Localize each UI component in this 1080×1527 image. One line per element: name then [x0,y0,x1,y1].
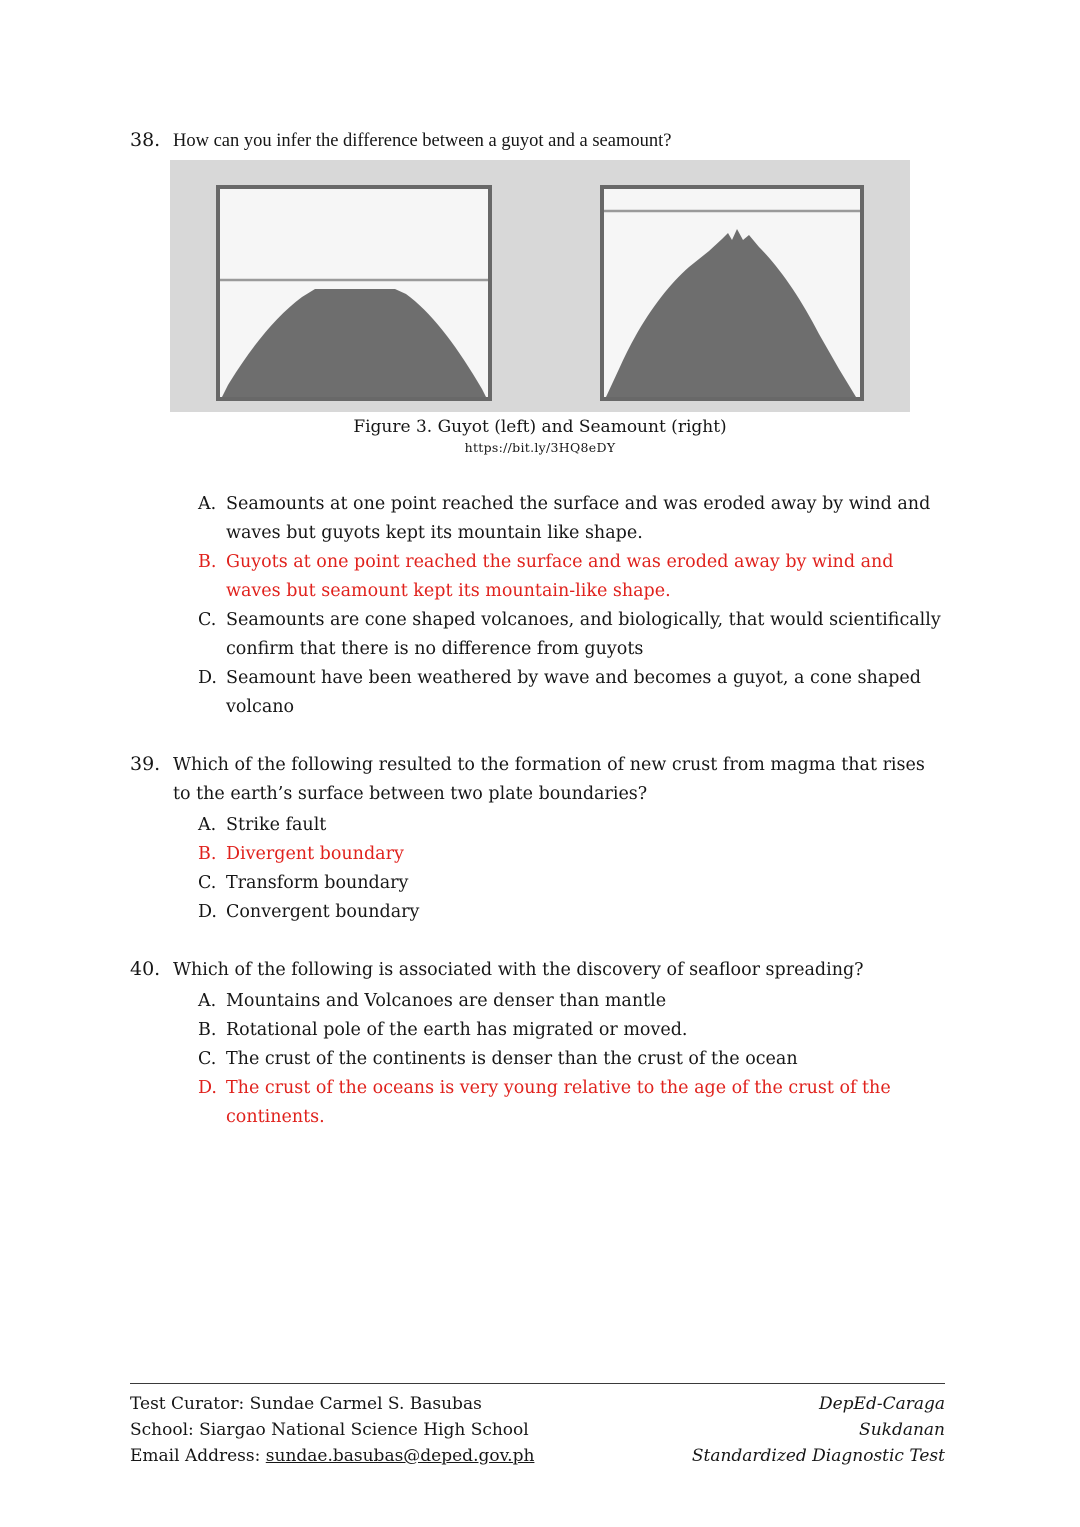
school-label: School: [130,1420,200,1440]
question-number: 40. [130,958,161,980]
option-letter: D. [198,902,217,922]
option-39-d [198,898,945,927]
footer-school-line [130,1417,534,1443]
option-text: Mountains and Volcanoes are denser than mantle [226,991,667,1011]
seamount-panel [600,185,864,401]
option-text: Convergent boundary [226,902,420,922]
question-38 [130,126,945,722]
question-38-options [198,490,945,722]
guyot-image [220,189,488,397]
option-letter: D. [198,1078,217,1098]
option-text: The crust of the continents is denser than the crust of the ocean [226,1049,798,1069]
email-label: Email Address: [130,1446,266,1466]
page-footer [130,1383,945,1469]
question-text: How can you infer the difference between a guyot and a seamount? [173,131,672,151]
school-name: Siargao National Science High School [199,1420,529,1440]
option-letter: C. [198,873,217,893]
option-letter: A. [198,494,217,514]
option-letter: D. [198,668,217,688]
question-text: Which of the following is associated with the discovery of seafloor spreading? [173,960,864,980]
option-letter: A. [198,991,217,1011]
footer-right-block [692,1391,945,1469]
option-text: Guyots at one point reached the surface and was eroded away by wind and waves but seamount kept its mountain-like shape. [226,552,894,601]
option-letter: C. [198,610,217,630]
question-number: 38. [130,129,161,151]
option-38-b [198,548,945,606]
option-text: The crust of the oceans is very young relative to the age of the crust of the continents. [226,1078,891,1127]
footer-program: Sukdanan [859,1420,945,1440]
option-letter: B. [198,552,217,572]
question-39 [130,750,945,927]
question-40-head [130,955,945,985]
guyot-panel [216,185,492,401]
footer-curator-line [130,1391,534,1417]
option-letter: B. [198,1020,217,1040]
option-38-d [198,664,945,722]
option-40-d [198,1074,945,1132]
figure-3 [170,160,910,456]
option-40-b [198,1016,945,1045]
option-text: Strike fault [226,815,327,835]
figure-source-url: https://bit.ly/3HQ8eDY [464,440,616,455]
option-40-c [198,1045,945,1074]
question-39-head [130,750,945,809]
option-39-c [198,869,945,898]
curator-label: Test Curator: [130,1394,250,1414]
question-text: Which of the following resulted to the formation of new crust from magma that rises to the earth’s surface between two plate boundaries? [173,755,925,804]
option-38-a [198,490,945,548]
footer-doc-type: Standardized Diagnostic Test [691,1446,945,1466]
seamount-image [604,189,860,397]
figure-caption: Figure 3. Guyot (left) and Seamount (right) [353,417,727,437]
spacer [130,456,945,472]
figure-3-image-area [170,160,910,412]
question-39-options [198,811,945,927]
footer-email-line [130,1443,534,1469]
option-text: Rotational pole of the earth has migrated or moved. [226,1020,688,1040]
option-letter: A. [198,815,217,835]
question-number: 39. [130,753,161,775]
option-text: Transform boundary [226,873,409,893]
option-38-c [198,606,945,664]
option-letter: B. [198,844,217,864]
option-letter: C. [198,1049,217,1069]
email-link[interactable]: sundae.basubas@deped.gov.ph [265,1446,535,1466]
question-38-head [130,126,945,156]
option-39-b [198,840,945,869]
option-text: Seamounts are cone shaped volcanoes, and biologically, that would scientifically confirm that there is no difference from guyots [226,610,941,659]
footer-org: DepEd-Caraga [818,1394,945,1414]
option-text: Seamounts at one point reached the surface and was eroded away by wind and waves but guyots kept its mountain like shape. [226,494,931,543]
footer-left-block [130,1391,534,1469]
option-text: Seamount have been weathered by wave and becomes a guyot, a cone shaped volcano [226,668,921,717]
option-text: Divergent boundary [226,844,404,864]
option-40-a [198,987,945,1016]
question-40 [130,955,945,1132]
option-39-a [198,811,945,840]
curator-name: Sundae Carmel S. Basubas [249,1394,482,1414]
question-40-options [198,987,945,1132]
